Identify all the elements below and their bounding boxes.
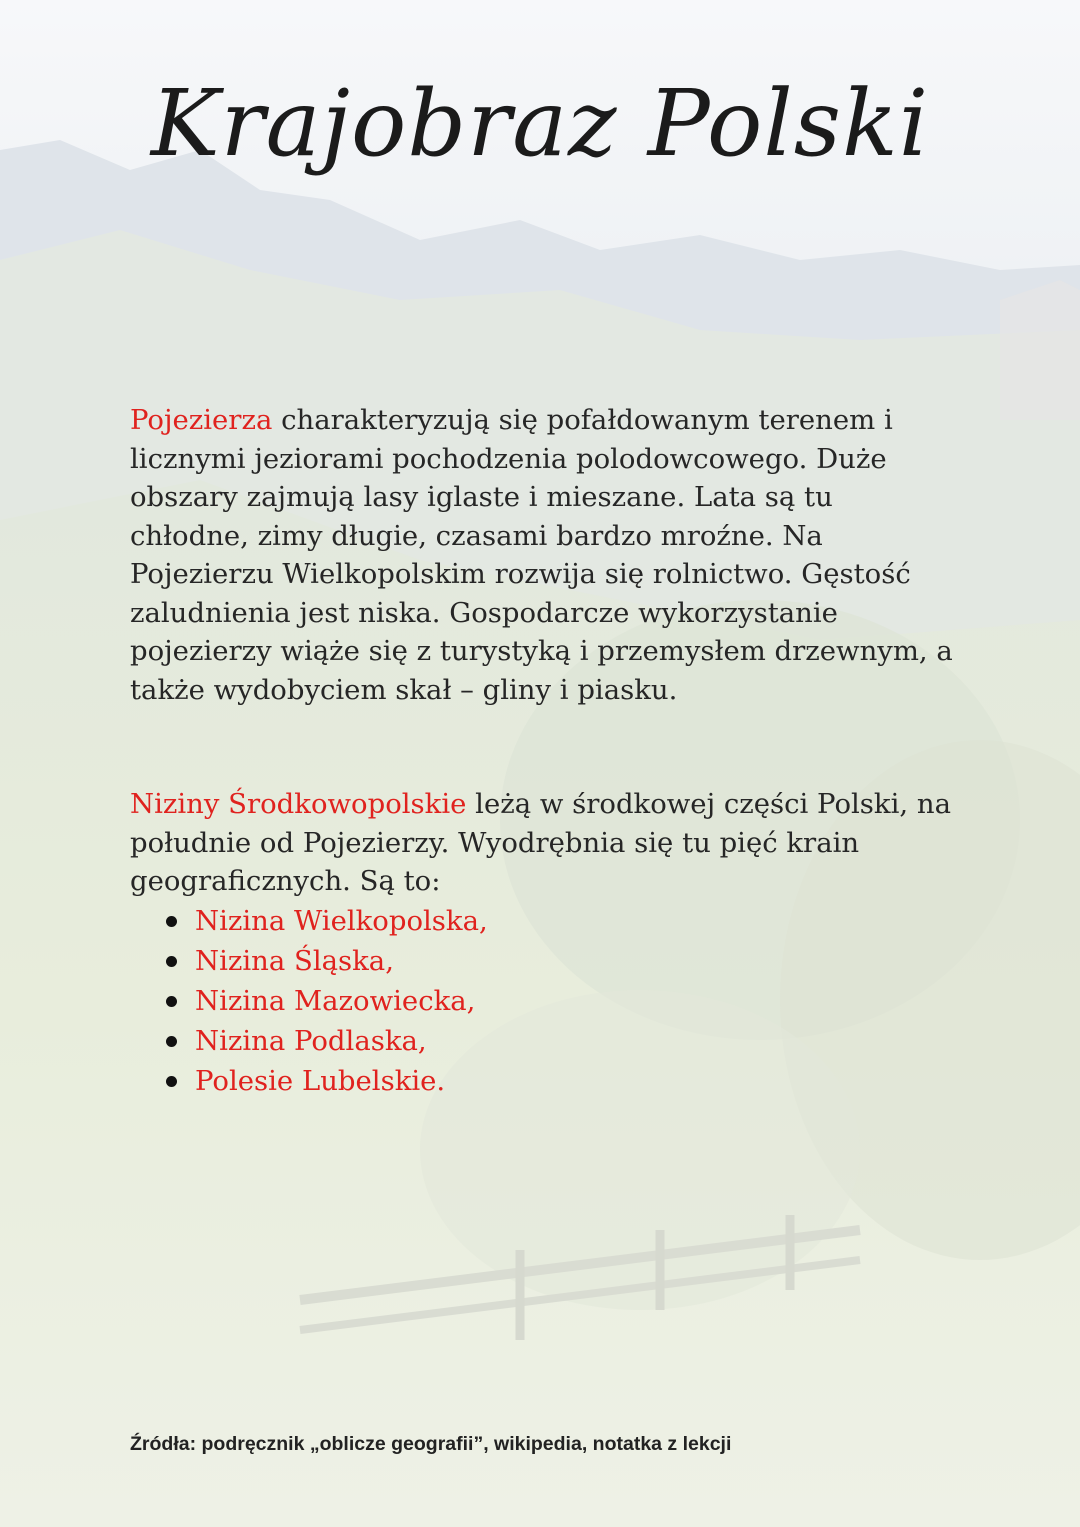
regions-list (130, 901, 960, 1101)
section-niziny (130, 785, 960, 1101)
list-item: Nizina Wielkopolska, (166, 901, 960, 941)
page-title: Krajobraz Polski (150, 70, 930, 177)
section-pojezierza (130, 401, 960, 709)
term-niziny: Niziny Środkowopolskie (130, 788, 467, 820)
list-item: Nizina Mazowiecka, (166, 981, 960, 1021)
list-item: Nizina Podlaska, (166, 1021, 960, 1061)
section-niziny-text: leżą w środkowej części Polski, na południe od Pojezierzy. Wyodrębnia się tu pięć krain geograficznych. Są to: (130, 788, 951, 897)
list-item: Nizina Śląska, (166, 941, 960, 981)
section-pojezierza-text: charakteryzują się pofałdowanym terenem i licznymi jeziorami pochodzenia polodowcowego. Duże obszary zajmują lasy iglaste i mieszane. Lata są tu chłodne, zimy długie, czasami bardzo mroźne. Na Pojezierzu Wielkopolskim rozwija się rolnictwo. Gęstość zaludnienia jest niska. Gospodarcze wykorzystanie pojezierzy wiąże się z turystyką i przemysłem drzewnym, a także wydobyciem skał – gliny i piasku. (130, 404, 953, 706)
list-item: Polesie Lubelskie. (166, 1061, 960, 1101)
term-pojezierza: Pojezierza (130, 404, 273, 436)
sources-note: Źródła: podręcznik „oblicze geografii”, wikipedia, notatka z lekcji (130, 1433, 732, 1455)
